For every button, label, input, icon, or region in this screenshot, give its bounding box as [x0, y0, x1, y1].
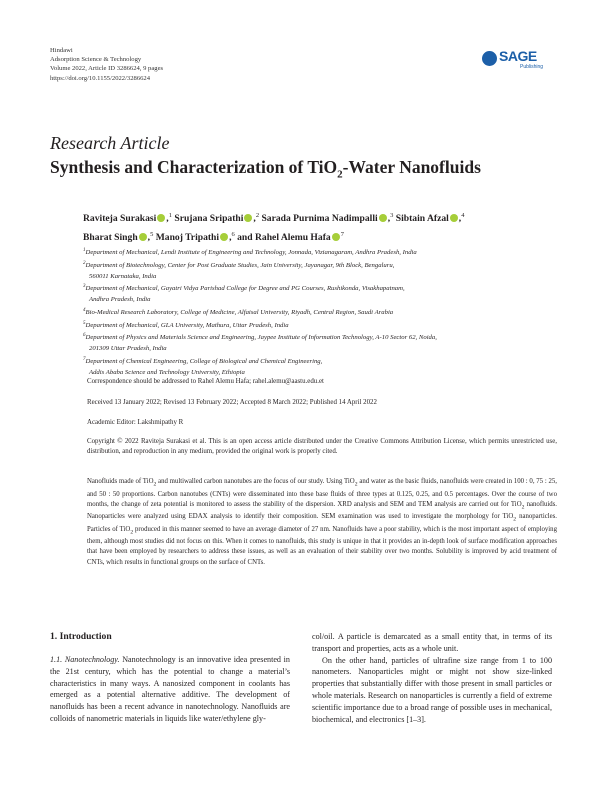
affiliation: $^1$Department of Mechanical, Lendi Institute of Engineering and Technology, Jonnada, Vizianagaram, Andhra Pradesh, India	[83, 248, 417, 257]
affiliation: $^5$Department of Mechanical, GLA University, Mathura, Uttar Pradesh, India	[83, 320, 289, 329]
author-name: Sarada Purnima Nadimpalli	[261, 213, 378, 225]
orcid-icon[interactable]	[379, 214, 387, 222]
author-name: Srujana Sripathi	[174, 213, 244, 225]
orcid-icon[interactable]	[332, 233, 340, 241]
abstract: Nanofluids made of TiO$_2$ and multiwalled carbon nanotubes are the focus of our study. Using TiO$_2$ and water as the basic fluids, nanofluids were created in 100 : 0, 75 : 25, and 50 : 50 proportions. Carbon nanotubes (CNTs) were disseminated into these base fluids of three types at 0.125, 0.25, and 0.5 percentages. Over the course of two months, the change of zeta potential is monitored to assess the stability of the dispersion. XRD analysis and SEM and TEM analysis are carried out for TiO$_2$ nanofluids. Nanoparticles were analyzed using EDAX analysis to identify their composition. SEM examination was used to investigate the morphology for TiO$_2$ nanoparticles. Particles of TiO$_2$ produced in this manner seemed to have an average diameter of 27 nm. Nanofluids have a poor stability, which is the most important aspect of employing them, although most studies did not focus on this. When it comes to nanofluids, this study is unique in that it provides an in-depth look of surface modification approaches that have been employed by researchers to address these issues, as well as an evaluation of their stability over two months. Solubility is improved by acid treatment of CNTs, which results in functional groups on the surface of CNTs.	[87, 478, 558, 566]
sage-logo-icon	[482, 51, 497, 66]
author-name: Rahel Alemu Hafa	[255, 232, 331, 244]
author-name: Bharat Singh	[83, 232, 138, 244]
affiliation: $^2$Department of Biotechnology, Center for Post Graduate Studies, Jain University, Jayanagar, 9th Block, Bengaluru,	[83, 260, 395, 270]
sage-logo	[482, 50, 552, 72]
section-heading: 1. Introduction	[50, 631, 112, 642]
author-name: Raviteja Surakasi	[83, 213, 157, 225]
sage-logo-sub: Publishing	[520, 64, 544, 70]
orcid-icon[interactable]	[157, 214, 165, 222]
publisher: Hindawi	[50, 47, 73, 54]
orcid-icon[interactable]	[139, 233, 147, 241]
article-type: Research Article	[50, 133, 170, 153]
sage-logo-text: SAGE	[499, 48, 537, 64]
author-list: Raviteja Surakasi ,$^1$ Srujana Sripathi ,$^2$ Sarada Purnima Nadimpalli ,$^3$ Sibtain Afzal ,$^4$ Bharat Singh ,$^5$ Manoj Tripathi ,$^6$ and Rahel Alemu Hafa $^7$	[83, 212, 465, 244]
affiliation: $^3$Department of Mechanical, Gayatri Vidya Parishad College for Degree and PG Courses, Rushikonda, Visakhapatnam,	[83, 284, 405, 293]
doi-link[interactable]: https://doi.org/10.1155/2022/3286624	[50, 74, 151, 82]
right-column	[312, 631, 552, 725]
subsection-heading: 1.1. Nanotechnology.	[50, 655, 120, 664]
author-name: Manoj Tripathi	[155, 232, 220, 244]
affiliation: $^7$Department of Chemical Engineering, College of Biological and Chemical Engineering,	[83, 356, 323, 365]
publication-dates: Received 13 January 2022; Revised 13 February 2022; Accepted 8 March 2022; Published 14 April 2022	[87, 399, 377, 406]
paragraph: On the other hand, particles of ultrafine size range from 1 to 100 nanometers. Nanoparticles might or might not show size-linked properties that substantially differ with those present in small particles or whole materials. Research on nanoparticles is currently a field of extreme scientific importance due to a broad range of possible uses in mechanical, biochemical, and electronics [1–3].	[312, 655, 552, 724]
copyright-notice: Copyright © 2022 Raviteja Surakasi et al. This is an open access article distributed under the Creative Commons Attribution License, which permits unrestricted use, distribution, and reproduction in any medium, provided the original work is properly cited.	[87, 438, 557, 455]
orcid-icon[interactable]	[450, 214, 458, 222]
author-name: Sibtain Afzal	[395, 213, 449, 225]
affiliations: $^1$Department of Mechanical, Lendi Institute of Engineering and Technology, Jonnada, Vizianagaram, Andhra Pradesh, India $^2$Department of Biotechnology, Center for Post Graduate Studies, Jain University, Jayanagar, 9th Block, Bengaluru, 560011 Karnataka, India $^3$Department of Mechanical, Gayatri Vidya Parishad College for Degree and PG Courses, Rushikonda, Visakhapatnam, Andhra Pradesh, India $^4$Bio-Medical Research Laboratory, College of Medicine, Alfaisal University, Riyadh, Central Region, Saudi Arabia $^5$Department of Mechanical, GLA University, Mathura, Uttar Pradesh, India $^6$Department of Physics and Materials Science and Engineering, Jaypee Institute of Information Technology, A-10 Sector 62, Noida, 201309 Uttar Pradesh, India $^7$Department of Chemical Engineering, College of Biological and Chemical Engineering, Addis Ababa Science and Technology University, Ethiopia	[83, 246, 563, 378]
correspondence: Correspondence should be addressed to Rahel Alemu Hafa; rahel.alemu@aastu.edu.et	[87, 378, 324, 385]
journal-name: Adsorption Science & Technology	[50, 56, 142, 64]
left-column: 1.1. Nanotechnology. Nanotechnology is an innovative idea presented in the 21st century, which has the potential to change a material’s characteristics in many ways. A nanosized component in coolants has emerged as a potential alternative additive. The development of nanofluids has been a recent advance in nanotechnology. Nanofluids are colloids of nanometric materials in liquids like water/ethylene gly-	[50, 655, 290, 723]
orcid-icon[interactable]	[220, 233, 228, 241]
orcid-icon[interactable]	[244, 214, 252, 222]
academic-editor: Academic Editor: Lakshmipathy R	[87, 419, 184, 426]
paragraph: col/oil. A particle is demarcated as a small entity that, in terms of its transport and properties, acts as a whole unit.	[312, 632, 552, 653]
volume-info: Volume 2022, Article ID 3286624, 9 pages	[50, 65, 164, 73]
affiliation: $^6$Department of Physics and Materials Science and Engineering, Jaypee Institute of Information Technology, A-10 Sector 62, Noida,	[83, 333, 437, 342]
affiliation: $^4$Bio-Medical Research Laboratory, College of Medicine, Alfaisal University, Riyadh, Central Region, Saudi Arabia	[83, 307, 394, 316]
journal-meta	[50, 46, 163, 83]
article-title: Synthesis and Characterization of TiO$_2$-Water Nanofluids	[50, 157, 481, 181]
